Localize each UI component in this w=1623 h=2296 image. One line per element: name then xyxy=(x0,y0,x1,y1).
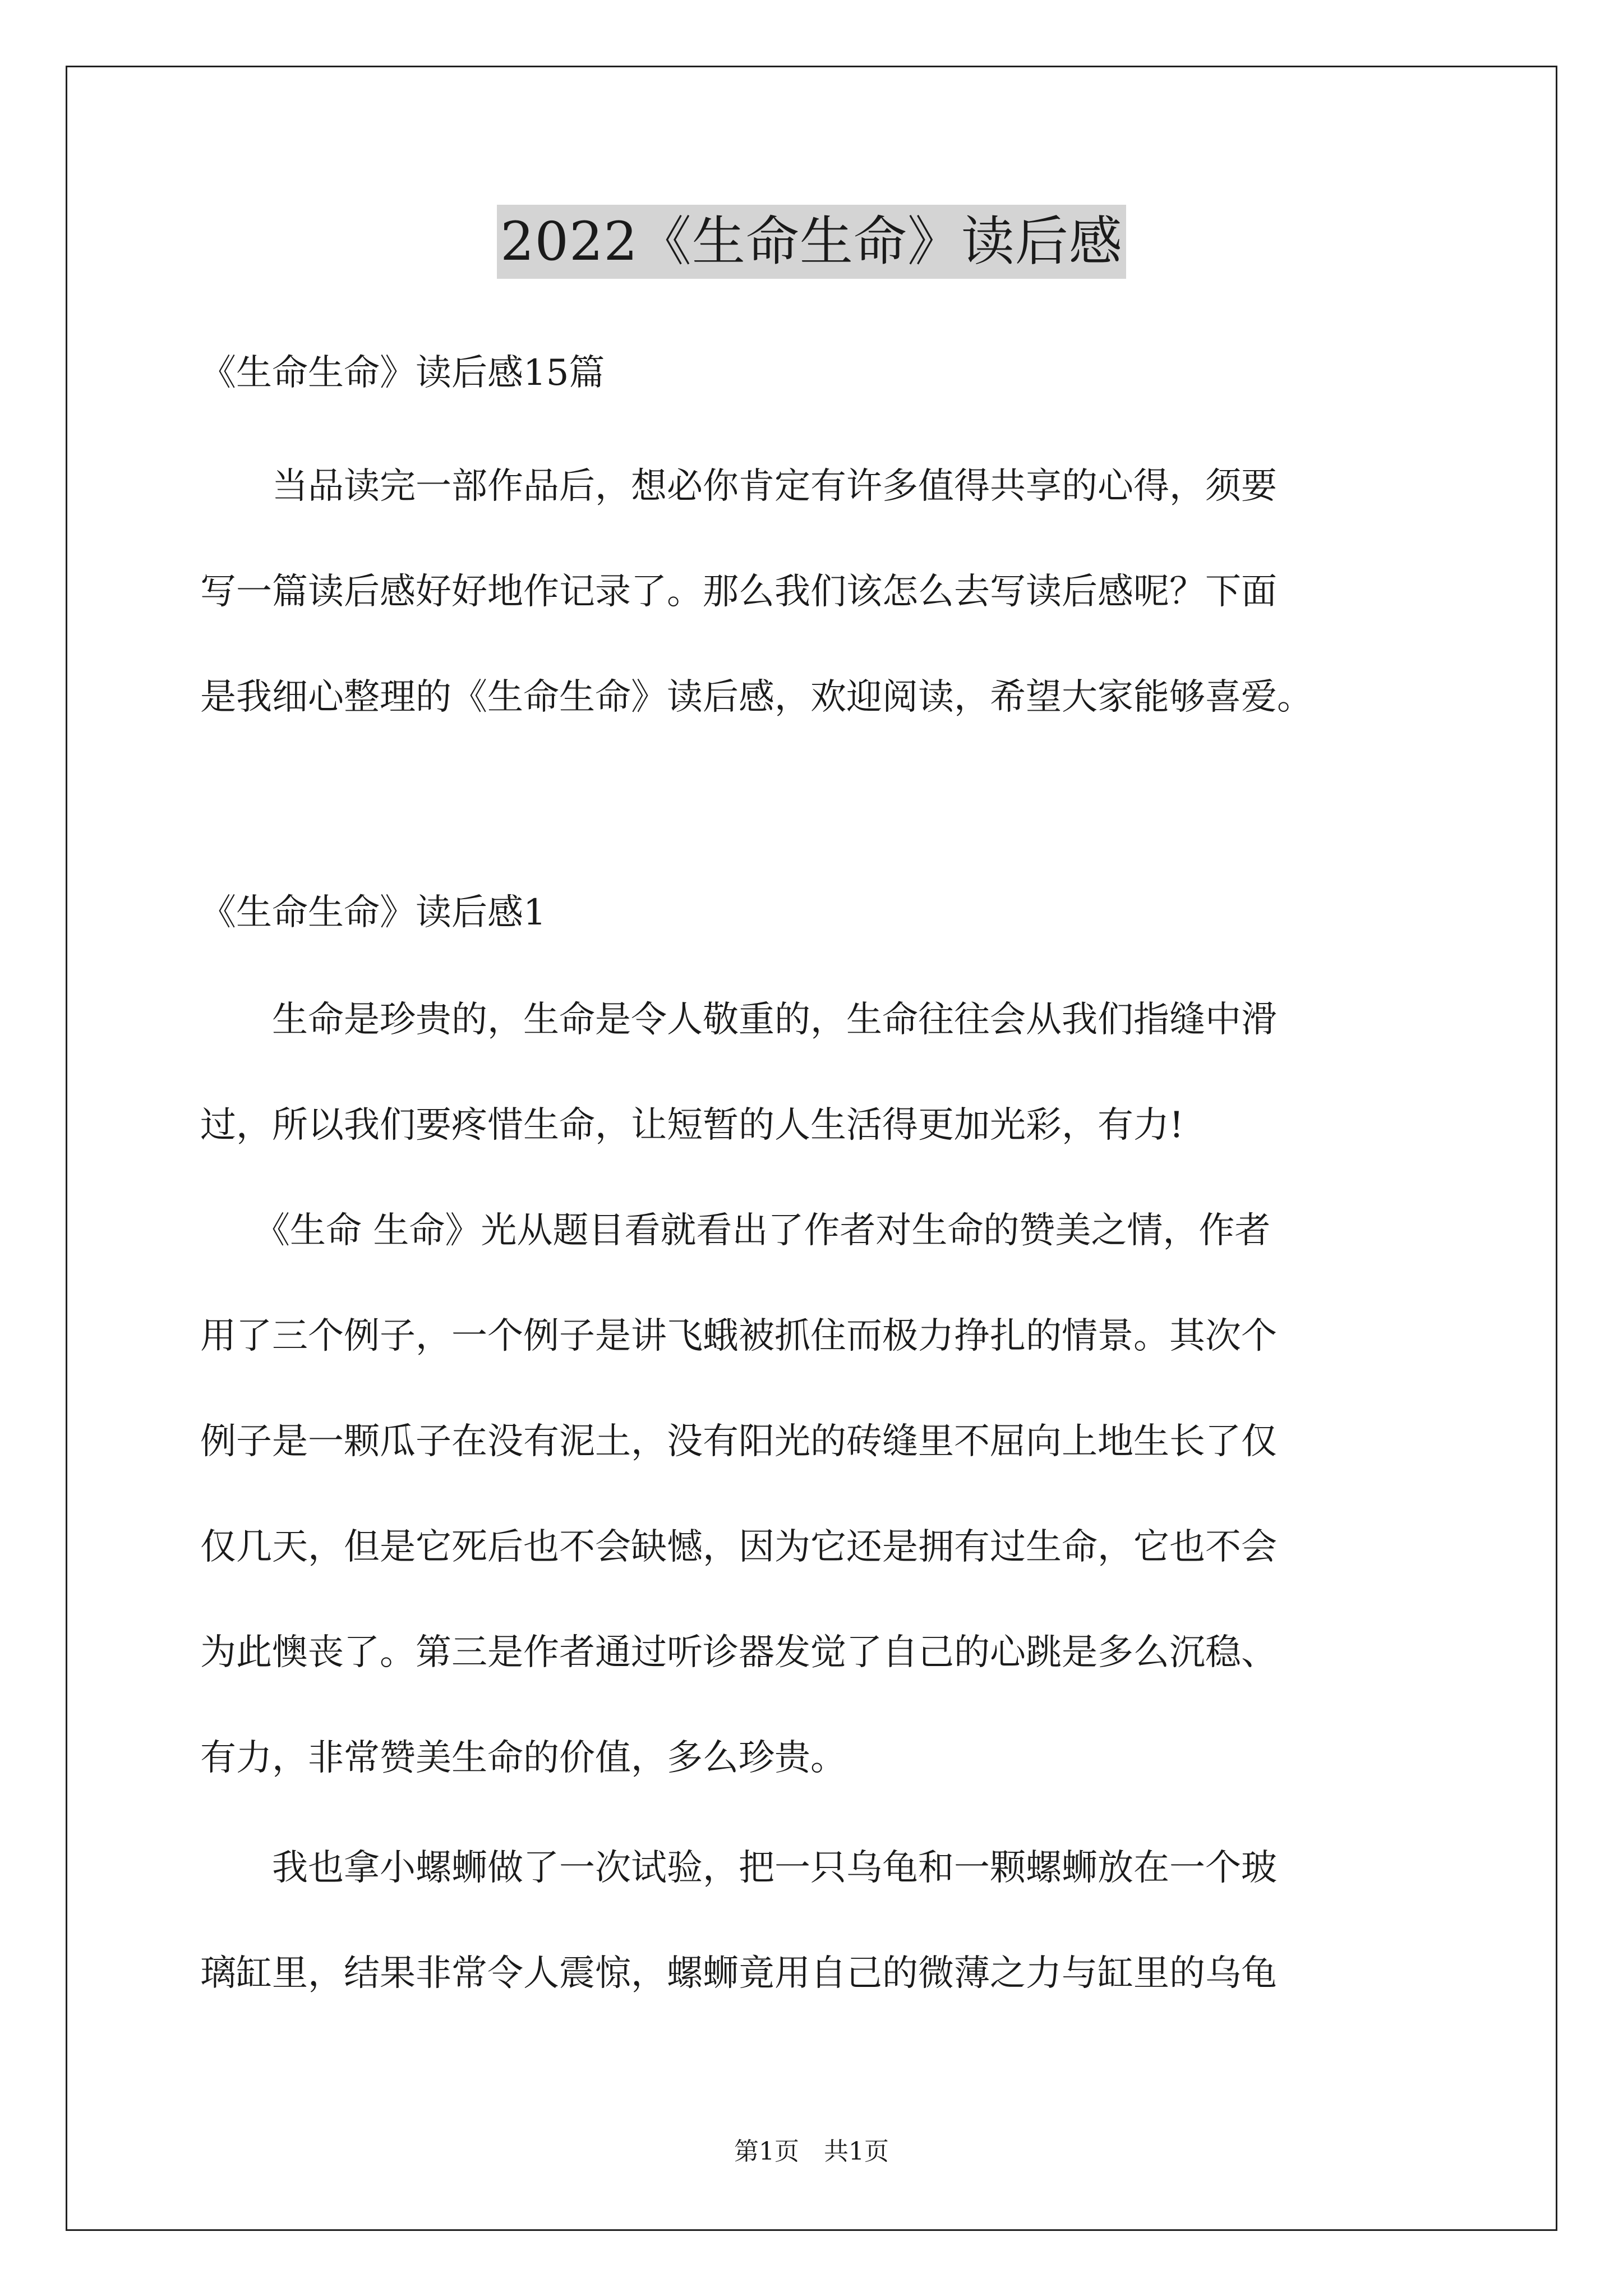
intro-line-3: 是我细心整理的《生命生命》读后感，欢迎阅读，希望大家能够喜爱。 xyxy=(200,677,1313,718)
intro-line-1: 当品读完一部作品后，想必你肯定有许多值得共享的心得，须要 xyxy=(200,466,1277,507)
body-line-7: 为此懊丧了。第三是作者通过听诊器发觉了自己的心跳是多么沉稳、 xyxy=(200,1632,1277,1673)
body-line-9: 我也拿小螺蛳做了一次试验，把一只乌龟和一颗螺蛳放在一个玻 xyxy=(200,1847,1277,1889)
body-line-10: 璃缸里，结果非常令人震惊，螺蛳竟用自己的微薄之力与缸里的乌龟 xyxy=(200,1953,1277,1994)
body-line-6: 仅几天，但是它死后也不会缺憾，因为它还是拥有过生命，它也不会 xyxy=(200,1526,1277,1568)
body-line-5: 例子是一颗瓜子在没有泥土，没有阳光的砖缝里不屈向上地生长了仅 xyxy=(200,1421,1277,1462)
body-line-3: 《生命 生命》光从题目看就看出了作者对生命的赞美之情，作者 xyxy=(200,1210,1271,1251)
intro-line-2: 写一篇读后感好好地作记录了。那么我们该怎么去写读后感呢？下面 xyxy=(200,571,1277,613)
body-line-2: 过，所以我们要疼惜生命，让短暂的人生活得更加光彩，有力! xyxy=(200,1105,1184,1146)
body-line-1: 生命是珍贵的，生命是令人敬重的，生命往往会从我们指缝中滑 xyxy=(200,999,1277,1041)
page-footer: 第1页 共1页 xyxy=(734,2137,889,2166)
body-line-4: 用了三个例子，一个例子是讲飞蛾被抓住而极力挣扎的情景。其次个 xyxy=(200,1315,1277,1357)
document-title: 2022《生命生命》读后感 xyxy=(497,205,1126,279)
title-container xyxy=(0,205,1623,279)
section-heading: 《生命生命》读后感1 xyxy=(200,892,546,933)
body-line-8: 有力，非常赞美生命的价值，多么珍贵。 xyxy=(200,1737,846,1779)
subtitle: 《生命生命》读后感15篇 xyxy=(200,352,605,394)
